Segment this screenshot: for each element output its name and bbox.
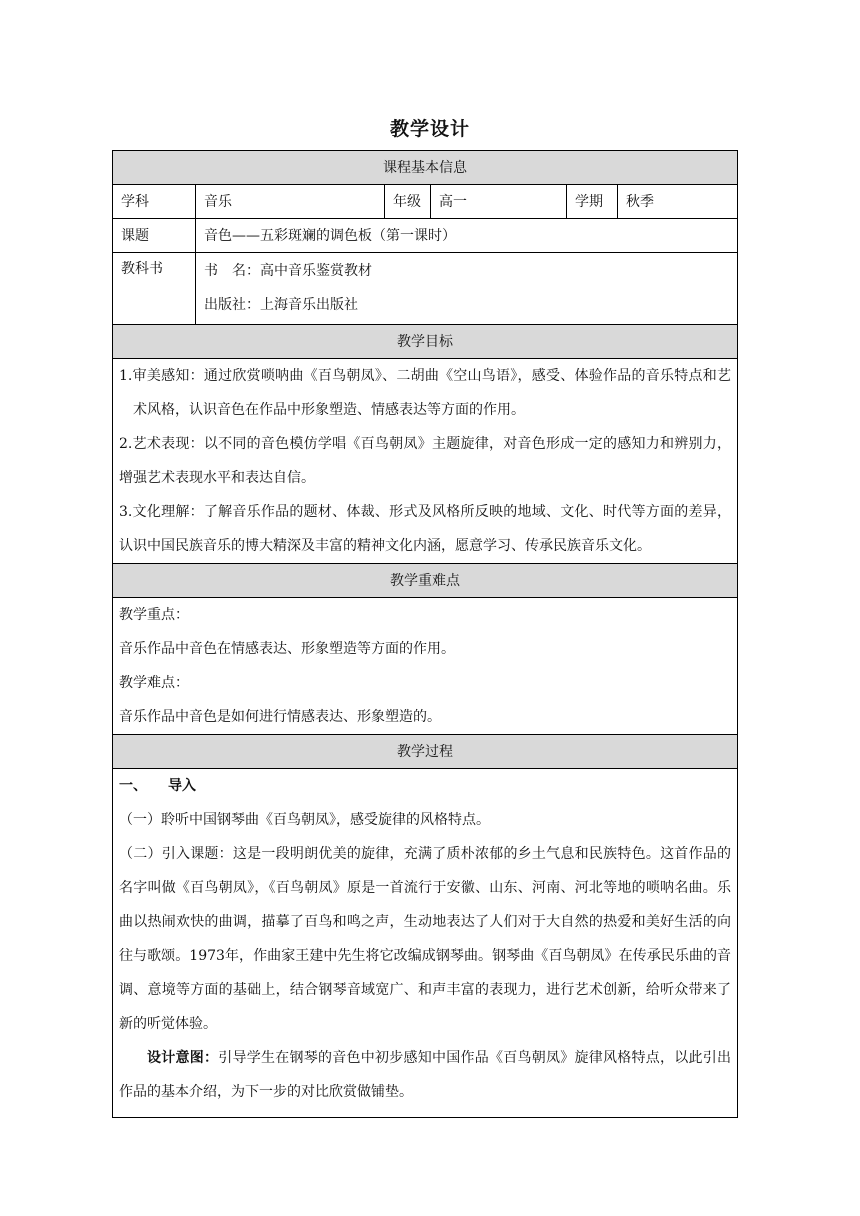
- process-step: （一）聆听中国钢琴曲《百鸟朝凤》，感受旋律的风格特点。: [119, 812, 490, 828]
- goal-item: 3.文化理解：了解音乐作品的题材、体裁、形式及风格所反映的地域、文化、时代等方面的差异，认识中国民族音乐的博大精深及丰富的精神文化内涵，愿意学习、传承民族音乐文化。: [119, 504, 732, 554]
- textbook-value: [196, 253, 738, 325]
- process-header: 教学过程: [113, 735, 738, 769]
- grade-value: 高一: [431, 185, 567, 219]
- lesson-plan-table: [112, 150, 738, 1118]
- design-intent: [119, 1041, 731, 1109]
- topic-value: 音色——五彩斑斓的调色板（第一课时）: [196, 219, 738, 253]
- grade-label: 年级: [385, 185, 431, 219]
- topic-row: [113, 219, 738, 253]
- subject-value: 音乐: [196, 185, 385, 219]
- key-label: 教学重点：: [119, 607, 189, 623]
- term-value: 秋季: [618, 185, 738, 219]
- goal-item: 2.艺术表现：以不同的音色模仿学唱《百鸟朝凤》主题旋律，对音色形成一定的感知力和辨别力，增强艺术表现水平和表达自信。: [119, 436, 732, 486]
- process-header-row: [113, 735, 738, 769]
- section-heading: 一、 导入: [119, 778, 196, 794]
- difficulty-text: 音乐作品中音色是如何进行情感表达、形象塑造的。: [119, 709, 441, 725]
- key-text: 音乐作品中音色在情感表达、形象塑造等方面的作用。: [119, 641, 455, 657]
- textbook-row: [113, 253, 738, 325]
- keypoints-row: [113, 598, 738, 735]
- textbook-label: 教科书: [113, 253, 196, 325]
- subject-label: 学科: [113, 185, 196, 219]
- term-label: 学期: [567, 185, 618, 219]
- design-intent-label: 设计意图：: [147, 1050, 219, 1066]
- goal-item: 1.审美感知：通过欣赏唢呐曲《百鸟朝凤》、二胡曲《空山鸟语》，感受、体验作品的音乐特点和艺术风格，认识音色在作品中形象塑造、情感表达等方面的作用。: [119, 368, 732, 418]
- basic-info-header: 课程基本信息: [113, 151, 738, 185]
- textbook-name: 书 名：高中音乐鉴赏教材: [204, 263, 372, 279]
- keypoints-content: [113, 598, 738, 735]
- subject-row: [113, 185, 738, 219]
- process-row: [113, 769, 738, 1118]
- difficulty-label: 教学难点：: [119, 675, 189, 691]
- textbook-publisher: 出版社：上海音乐出版社: [204, 297, 358, 313]
- goals-content: [113, 359, 738, 564]
- topic-label: 课题: [113, 219, 196, 253]
- design-intent-text: 引导学生在钢琴的音色中初步感知中国作品《百鸟朝凤》旋律风格特点，以此引出作品的基本介绍，为下一步的对比欣赏做铺垫。: [119, 1050, 732, 1100]
- basic-info-header-row: [113, 151, 738, 185]
- document-title: 教学设计: [389, 118, 470, 140]
- keypoints-header: 教学重难点: [113, 564, 738, 598]
- goals-header: 教学目标: [113, 325, 738, 359]
- keypoints-header-row: [113, 564, 738, 598]
- goals-row: [113, 359, 738, 564]
- process-step: （二）引入课题：这是一段明朗优美的旋律，充满了质朴浓郁的乡土气息和民族特色。这首作品的名字叫做《百鸟朝凤》，《百鸟朝凤》原是一首流行于安徽、山东、河南、河北等地的唢呐名曲。乐曲以热闹欢快的曲调，描摹了百鸟和鸣之声，生动地表达了人们对于大自然的热爱和美好生活的向往与歌颂。1973年，作曲家王建中先生将它改编成钢琴曲。钢琴曲《百鸟朝凤》在传承民乐曲的音调、意境等方面的基础上，结合钢琴音域宽广、和声丰富的表现力，进行艺术创新，给听众带来了新的听觉体验。: [119, 846, 732, 1032]
- goals-header-row: [113, 325, 738, 359]
- process-content: [113, 769, 738, 1118]
